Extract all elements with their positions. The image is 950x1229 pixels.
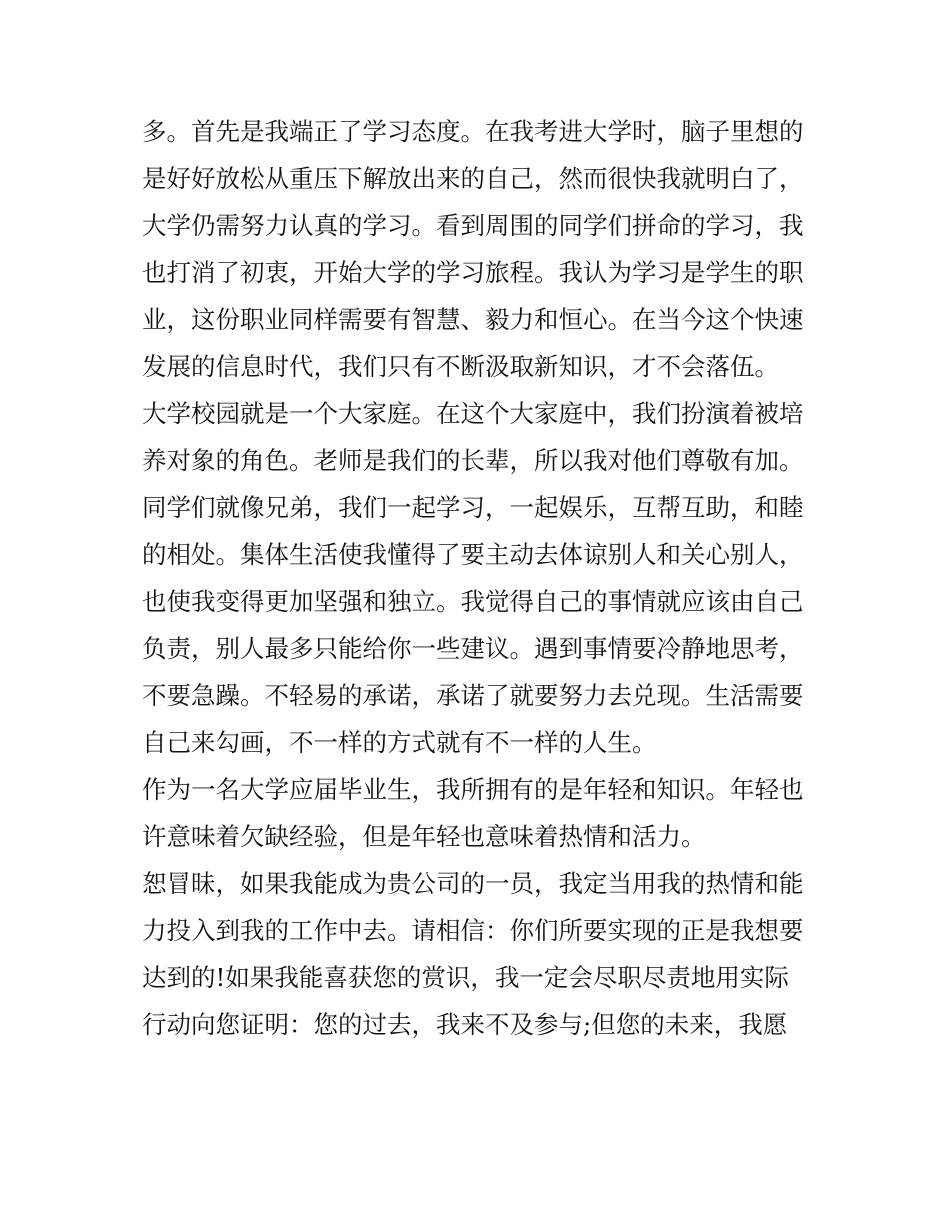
document-body: [142, 108, 822, 1048]
text-line: 大学校园就是一个大家庭。在这个大家庭中，我们扮演着被培: [142, 399, 804, 428]
text-line: 恕冒昧，如果我能成为贵公司的一员，我定当用我的热情和能: [142, 869, 804, 898]
text-line: 负责，别人最多只能给你一些建议。遇到事情要冷静地思考，: [142, 634, 804, 663]
text-line: 发展的信息时代，我们只有不断汲取新知识，才不会落伍。: [142, 352, 779, 381]
text-line: 达到的!如果我能喜获您的赏识，我一定会尽职尽责地用实际: [142, 963, 789, 992]
text-line: 作为一名大学应届毕业生，我所拥有的是年轻和知识。年轻也: [142, 775, 804, 804]
text-line: 不要急躁。不轻易的承诺，承诺了就要努力去兑现。生活需要: [142, 681, 804, 710]
text-line: 许意味着欠缺经验，但是年轻也意味着热情和活力。: [142, 822, 706, 851]
text-line: 养对象的角色。老师是我们的长辈，所以我对他们尊敬有加。: [142, 446, 804, 475]
text-line: 同学们就像兄弟，我们一起学习，一起娱乐，互帮互助，和睦: [142, 493, 804, 522]
text-line: 行动向您证明：您的过去，我来不及参与;但您的未来，我愿: [142, 1010, 788, 1039]
text-line: 多。首先是我端正了学习态度。在我考进大学时，脑子里想的: [142, 117, 804, 146]
text-line: 的相处。集体生活使我懂得了要主动去体谅别人和关心别人，: [142, 540, 804, 569]
text-line: 力投入到我的工作中去。请相信：你们所要实现的正是我想要: [142, 916, 804, 945]
text-line: 大学仍需努力认真的学习。看到周围的同学们拼命的学习，我: [142, 211, 804, 240]
text-line: 也使我变得更加坚强和独立。我觉得自己的事情就应该由自己: [142, 587, 804, 616]
text-line: 是好好放松从重压下解放出来的自己，然而很快我就明白了，: [142, 164, 804, 193]
text-line: 业，这份职业同样需要有智慧、毅力和恒心。在当今这个快速: [142, 305, 804, 334]
text-line: 也打消了初衷，开始大学的学习旅程。我认为学习是学生的职: [142, 258, 804, 287]
text-line: 自己来勾画，不一样的方式就有不一样的人生。: [142, 728, 657, 757]
